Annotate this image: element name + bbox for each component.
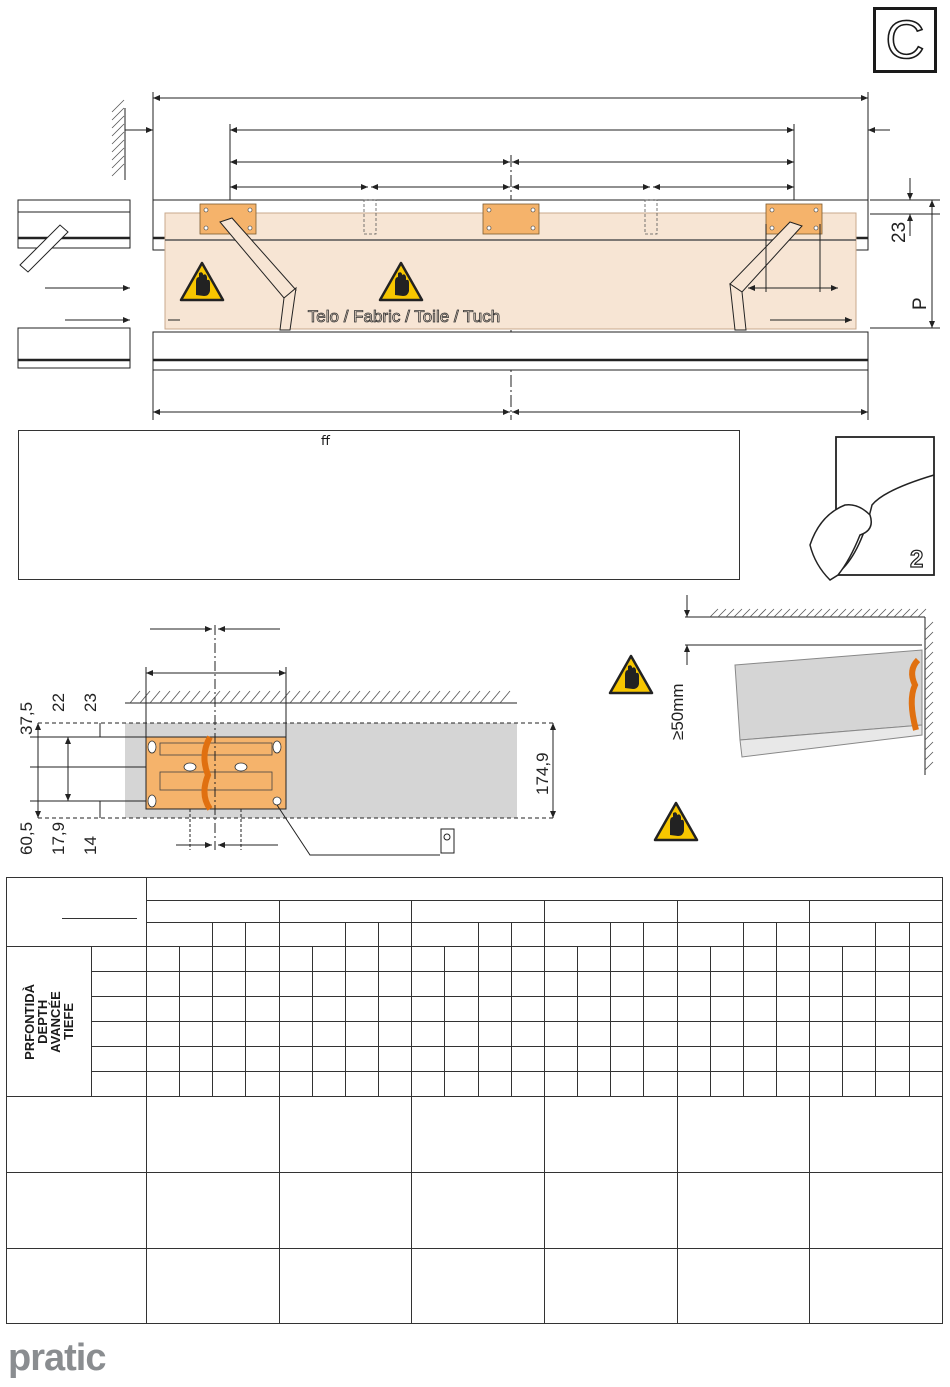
depth-label: PRFONTIDÀ DEPTH AVANCÉE TIEFE [22,983,76,1060]
page-flip-illustration [800,435,940,585]
page-number: 2 [910,546,924,573]
main-drawing [0,0,950,425]
spec-table [6,877,943,1324]
table-header-row [147,878,943,901]
dim-23: 23 [889,221,910,243]
bracket-detail [0,615,560,865]
table-corner [7,878,147,947]
dim-174-9: 174,9 [533,752,552,795]
dim-17-9: 17,9 [49,821,68,855]
note-box [18,430,740,580]
brand-logo: pratic [8,1337,106,1379]
dim-60-5: 60,5 [17,821,36,855]
depth-label-cell [7,947,92,1097]
fabric-label: Telo / Fabric / Toile / Tuch [307,307,501,326]
dim-p: P [910,297,931,310]
dim-22: 22 [49,693,68,712]
dim-14: 14 [81,836,100,855]
note-text: ﬀ [321,433,330,448]
clearance-detail [600,590,945,850]
clearance-label: ≥50mm [668,683,687,740]
section-badge: C [873,7,937,73]
dim-37-5: 37,5 [17,701,36,735]
dim-23-detail: 23 [81,693,100,712]
